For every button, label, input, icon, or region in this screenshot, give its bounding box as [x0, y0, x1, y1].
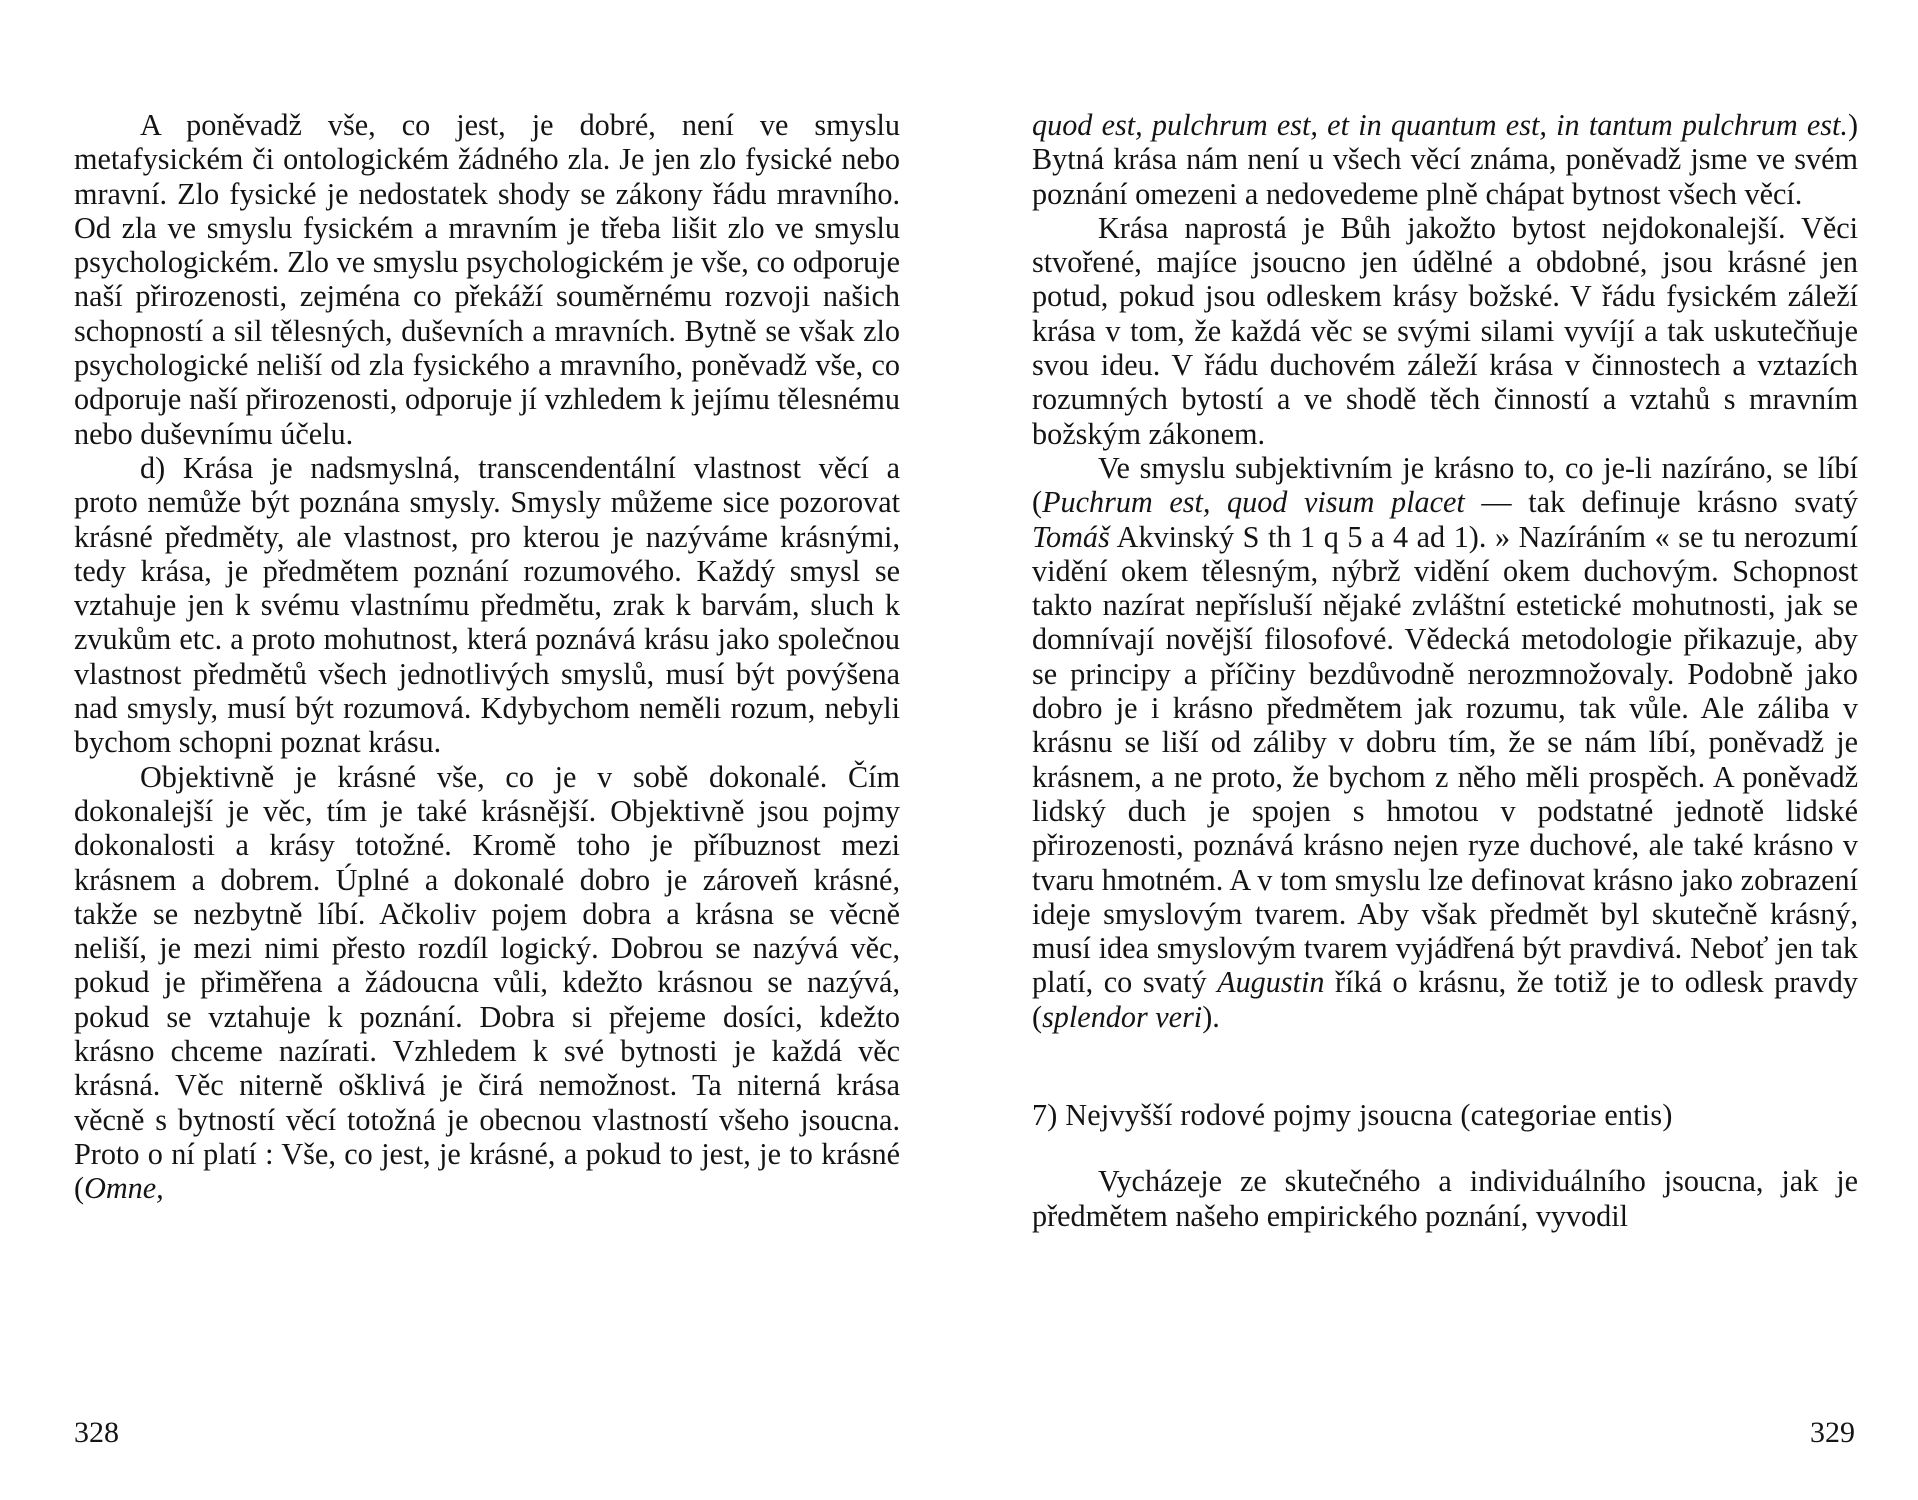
paragraph — [74, 108, 900, 451]
italic-text-segment: Augustin — [1217, 965, 1325, 1000]
text-segment: ). — [1202, 999, 1220, 1034]
italic-text-segment: quod est, pulchrum est, et in quantum est, in tantum pulchrum est. — [1032, 108, 1848, 142]
paragraph — [74, 451, 900, 760]
italic-text-segment: Tomáš — [1032, 519, 1110, 554]
left-page-text — [74, 108, 900, 1206]
right-page-text — [1032, 108, 1858, 1034]
page-number-right: 329 — [1810, 1416, 1855, 1449]
italic-text-segment: Omne, — [84, 1171, 164, 1206]
text-segment: Ve smyslu subjektivním je krásno to, co je-li nazíráno, se líbí ( — [1032, 450, 1858, 520]
text-segment: Objektivně je krásné vše, co je v sobě dokonalé. Čím dokonalejší je věc, tím je také krásnější. Objektivně jsou pojmy dokonalosti a krásy totožné. Kromě toho je příbuznost mezi krásnem a dobrem. Úplné a dokonalé dobro je zároveň krásné, takže se nezbytně líbí. Ačkoliv pojem dobra a krásna se věcně neliší, je mezi nimi přesto rozdíl logický. Dobrou se nazývá věc, pokud je přiměřena a žádoucna vůli, kdežto krásnou se nazývá, pokud se vztahuje k poznání. Dobra si přejeme dosíci, kdežto krásno chceme nazírati. Vzhledem k své bytnosti je každá věc krásná. Věc niterně ošklivá je čirá nemožnost. Ta niterná krása věcně s bytností věcí totožná je obecnou vlastností všeho jsoucna. Proto o ní platí : Vše, co jest, je krásné, a pokud to jest, je to krásné ( — [74, 759, 900, 1206]
text-segment: říká o krásnu, že totiž je to odlesk pravdy ( — [1032, 965, 1858, 1034]
text-segment: — tak definuje krásno svatý — [1464, 485, 1858, 520]
paragraph — [1032, 108, 1858, 211]
paragraph — [74, 760, 900, 1206]
text-segment: Akvinský S th 1 q 5 a 4 ad 1). » Nazíráním « se tu nerozumí vidění okem tělesným, nýbrž vidění okem duchovým. Schopnost takto nazírat nepřísluší nějaké zvláštní estetické mohutnosti, jak se domnívají novější filosofové. Vědecká metodologie přikazuje, aby se principy a příčiny bezdůvodně nerozmnožovaly. Podobně jako dobro je i krásno předmětem jak rozumu, tak vůle. Ale záliba v krásnu se liší od záliby v dobru tím, že se nám líbí, poněvadž je krásnem, a ne proto, že bychom z něho měli prospěch. A poněvadž lidský duch je spojen s hmotou v podstatné jednotě lidské přirozenosti, poznává krásno nejen ryze duchové, ale také krásno v tvaru hmotném. A v tom smyslu lze definovat krásno jako zobrazení ideje smyslovým tvarem. Aby však předmět byl skutečně krásný, musí idea smyslovým tvarem vyjádřená být pravdivá. Neboť jen tak platí, co svatý — [1032, 519, 1858, 1000]
text-segment: Krása naprostá je Bůh jakožto bytost nejdokonalejší. Věci stvořené, majíce jsoucno jen údělné a obdobné, jsou krásné jen potud, pokud jsou odleskem krásy božské. V řádu fysickém záleží krása v tom, že každá věc se svými silami vyvíjí a tak uskutečňuje svou ideu. V řádu duchovém záleží krása v činnostech a vztazích rozumných bytostí a ve shodě těch činností a vztahů s mravním božským zákonem. — [1032, 210, 1858, 451]
text-segment: A poněvadž vše, co jest, je dobré, není ve smyslu metafysickém či ontologickém žádného zla. Je jen zlo fysické nebo mravní. Zlo fysické je nedostatek shody se zákony řádu mravního. Od zla ve smyslu fysickém a mravním je třeba lišit zlo ve smyslu psychologickém. Zlo ve smyslu psychologickém je vše, co odporuje naší přirozenosti, zejména co překáží souměrnému rozvoji našich schopností a sil tělesných, duševních a mravních. Bytně se však zlo psychologické neliší od zla fysického a mravního, poněvadž vše, co odporuje naší přirozenosti, odporuje jí vzhledem k jejímu tělesnému nebo duševnímu účelu. — [74, 108, 900, 451]
section-heading: 7) Nejvyšší rodové pojmy jsoucna (categoriae entis) — [1032, 1098, 1673, 1133]
text-segment: Vycházeje ze skutečného a individuálního jsoucna, jak je předmětem našeho empirického poznání, vyvodil — [1032, 1164, 1858, 1233]
text-segment: ) Bytná krása nám není u všech věcí známa, poněvadž jsme ve svém poznání omezeni a nedovedeme plně chápat bytnost všech věcí. — [1032, 108, 1858, 211]
text-segment: d) Krása je nadsmyslná, transcendentální vlastnost věcí a proto nemůže být poznána smysly. Smysly můžeme sice pozorovat krásné předměty, ale vlastnost, pro kterou je nazýváme krásnými, tedy krása, je předmětem poznání rozumového. Každý smysl se vztahuje jen k svému vlastnímu předmětu, zrak k barvám, sluch k zvukům etc. a proto mohutnost, která poznává krásu jako společnou vlastnost předmětů všech jednotlivých smyslů, musí být povýšena nad smysly, musí být rozumová. Kdybychom neměli rozum, nebyli bychom schopni poznat krásu. — [74, 450, 900, 760]
italic-text-segment: Puchrum est, quod visum placet — [1042, 485, 1465, 520]
page-number-left: 328 — [74, 1416, 119, 1449]
paragraph — [1032, 1164, 1858, 1233]
italic-text-segment: splendor veri — [1042, 999, 1203, 1034]
paragraph — [1032, 451, 1858, 1034]
right-page-text-continued — [1032, 1164, 1858, 1233]
right-page — [1032, 108, 1858, 1233]
left-page — [74, 108, 900, 1206]
paragraph — [1032, 211, 1858, 451]
